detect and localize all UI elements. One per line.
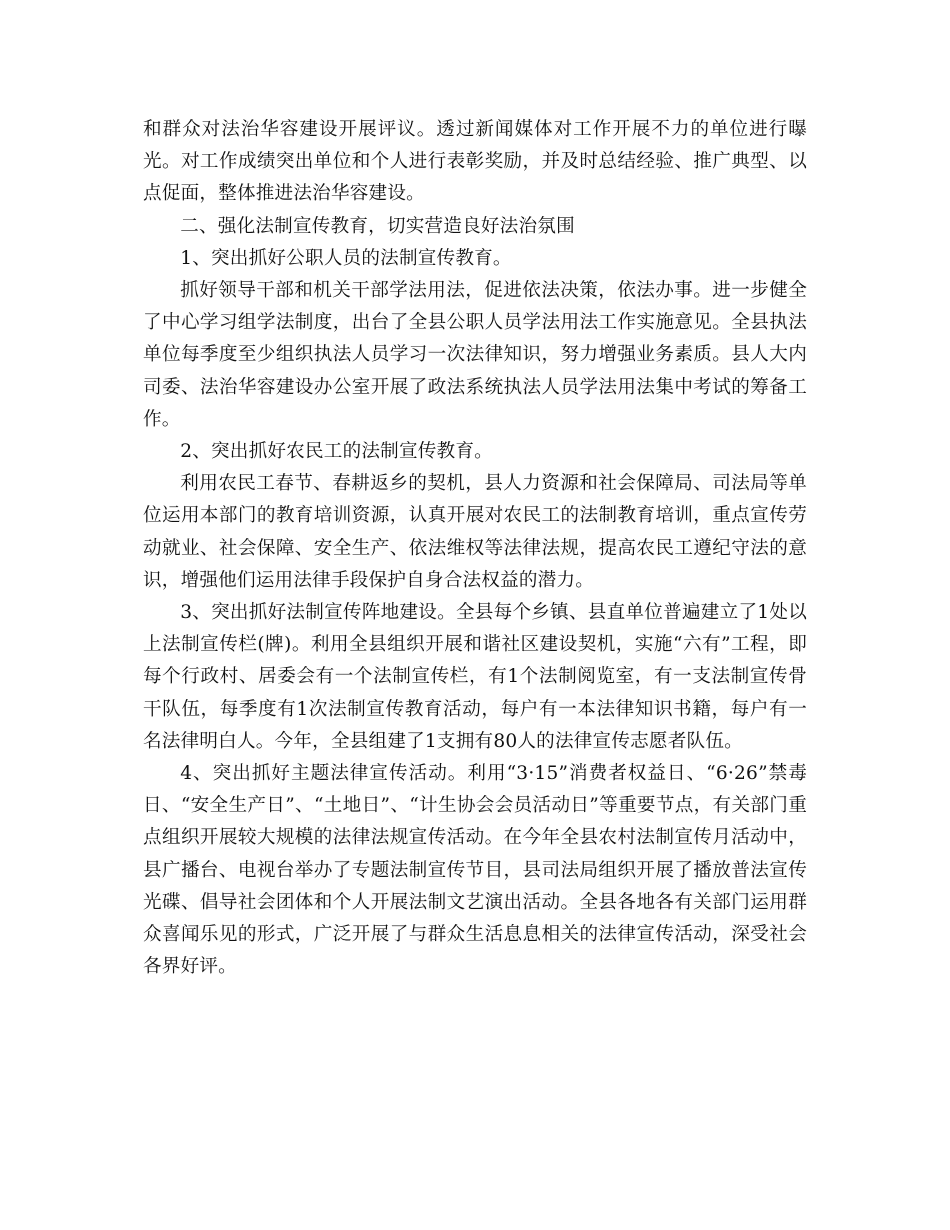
paragraph: 3、突出抓好法制宣传阵地建设。全县每个乡镇、县直单位普遍建立了1处以上法制宣传栏(牌)。利用全县组织开展和谐社区建设契机，实施“六有”工程，即每个行政村、居委会有一个法制宣传栏，有1个法制阅览室，有一支法制宣传骨干队伍，每季度有1次法制宣传教育活动，每户有一本法律知识书籍，每户有一名法律明白人。今年，全县组建了1支拥有80人的法律宣传志愿者队伍。: [143, 602, 807, 752]
paragraph: 4、突出抓好主题法律宣传活动。利用“3·15”消费者权益日、“6·26”禁毒日、“安全生产日”、“土地日”、“计生协会会员活动日”等重要节点，有关部门重点组织开展较大规模的法律法规宣传活动。在今年全县农村法制宣传月活动中，县广播台、电视台举办了专题法制宣传节目，县司法局组织开展了播放普法宣传光碟、倡导社会团体和个人开展法制文艺演出活动。全县各地各有关部门运用群众喜闻乐见的形式，广泛开展了与群众生活息息相关的法律宣传活动，深受社会各界好评。: [143, 763, 807, 978]
subsection-heading: 1、突出抓好公职人员的法制宣传教育。: [180, 247, 512, 269]
section-heading: 二、强化法制宣传教育，切实营造良好法治氛围: [180, 215, 575, 237]
subsection-heading: 2、突出抓好农民工的法制宣传教育。: [180, 441, 493, 463]
document-body: [143, 114, 807, 983]
paragraph: 抓好领导干部和机关干部学法用法，促进依法决策，依法办事。进一步健全了中心学习组学法制度，出台了全县公职人员学法用法工作实施意见。全县执法单位每季度至少组织执法人员学习一次法律知识，努力增强业务素质。县人大内司委、法治华容建设办公室开展了政法系统执法人员学法用法集中考试的筹备工作。: [143, 280, 807, 430]
paragraph: 利用农民工春节、春耕返乡的契机，县人力资源和社会保障局、司法局等单位运用本部门的教育培训资源，认真开展对农民工的法制教育培训，重点宣传劳动就业、社会保障、安全生产、依法维权等法律法规，提高农民工遵纪守法的意识，增强他们运用法律手段保护自身合法权益的潜力。: [143, 473, 807, 591]
paragraph: 和群众对法治华容建设开展评议。透过新闻媒体对工作开展不力的单位进行曝光。对工作成绩突出单位和个人进行表彰奖励，并及时总结经验、推广典型、以点促面，整体推进法治华容建设。: [143, 119, 807, 205]
